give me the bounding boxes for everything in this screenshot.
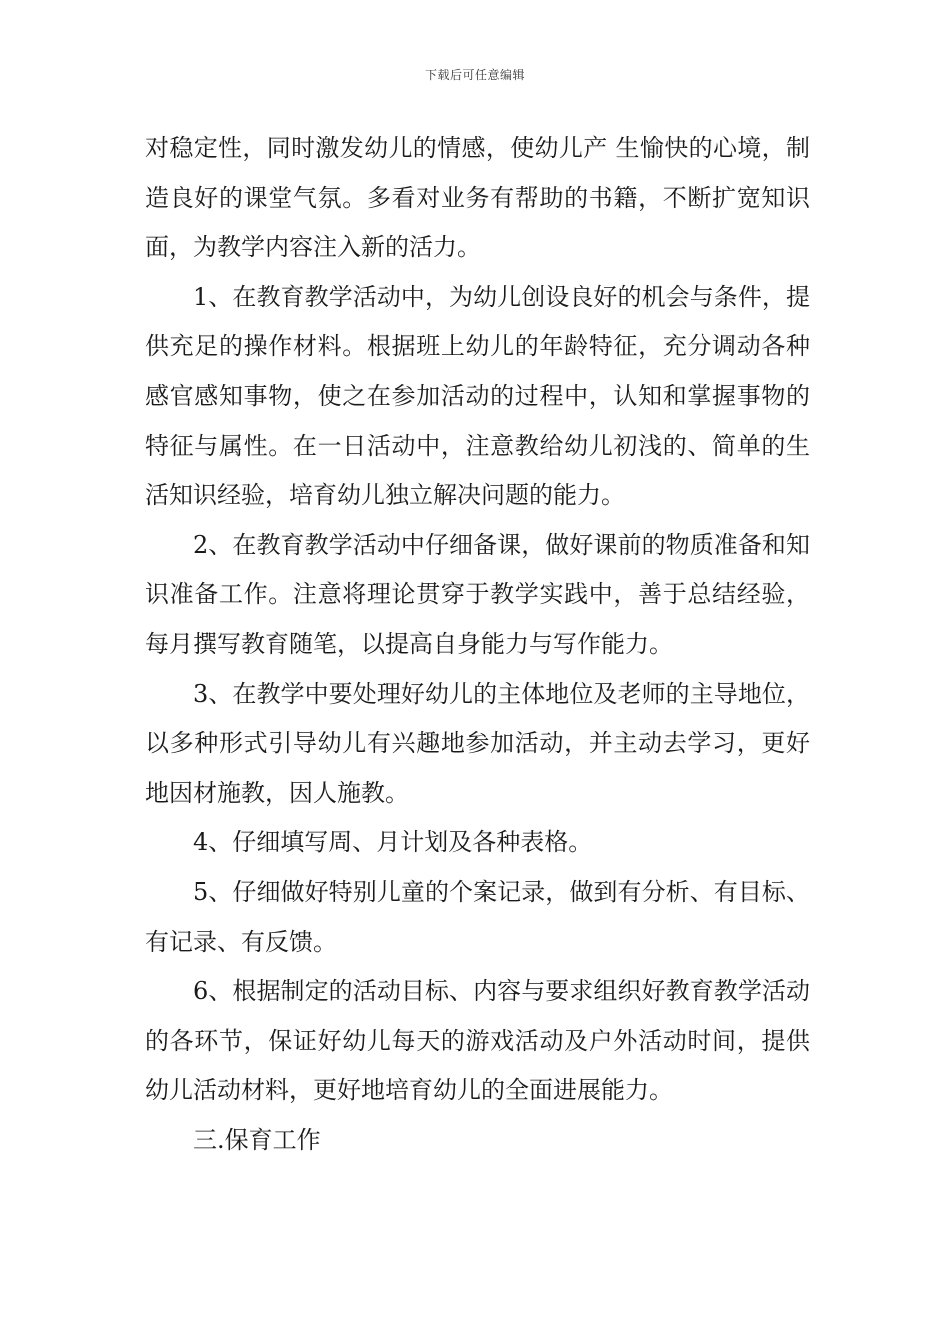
paragraph-item-5: 5、仔细做好特别儿童的个案记录，做到有分析、有目标、有记录、有反馈。 (145, 877, 810, 956)
paragraph-continuation: 对稳定性，同时激发幼儿的情感，使幼儿产 生愉快的心境，制造良好的课堂气氛。多看对业务有帮助的书籍，不断扩宽知识面，为教学内容注入新的活力。 (145, 134, 810, 262)
paragraph-item-3: 3、在教学中要处理好幼儿的主体地位及老师的主导地位，以多种形式引导幼儿有兴趣地参加活动，并主动去学习，更好地因材施教，因人施教。 (145, 679, 810, 807)
paragraph-item-1: 1、在教育教学活动中，为幼儿创设良好的机会与条件，提供充足的操作材料。根据班上幼儿的年龄特征，充分调动各种感官感知事物，使之在参加活动的过程中，认知和掌握事物的特征与属性。在一日活动中，注意教给幼儿初浅的、简单的生活知识经验，培育幼儿独立解决问题的能力。 (145, 282, 810, 510)
document-body (145, 124, 810, 1165)
section-heading-childcare: 三.保育工作 (193, 1125, 321, 1154)
paragraph-item-2: 2、在教育教学活动中仔细备课，做好课前的物质准备和知识准备工作。注意将理论贯穿于教学实践中，善于总结经验，每月撰写教育随笔，以提高自身能力与写作能力。 (145, 530, 810, 658)
paragraph-item-6: 6、根据制定的活动目标、内容与要求组织好教育教学活动的各环节，保证好幼儿每天的游戏活动及户外活动时间，提供幼儿活动材料，更好地培育幼儿的全面进展能力。 (145, 977, 810, 1105)
paragraph-item-4: 4、仔细填写周、月计划及各种表格。 (193, 828, 593, 857)
page-header: 下载后可任意编辑 (424, 68, 525, 82)
